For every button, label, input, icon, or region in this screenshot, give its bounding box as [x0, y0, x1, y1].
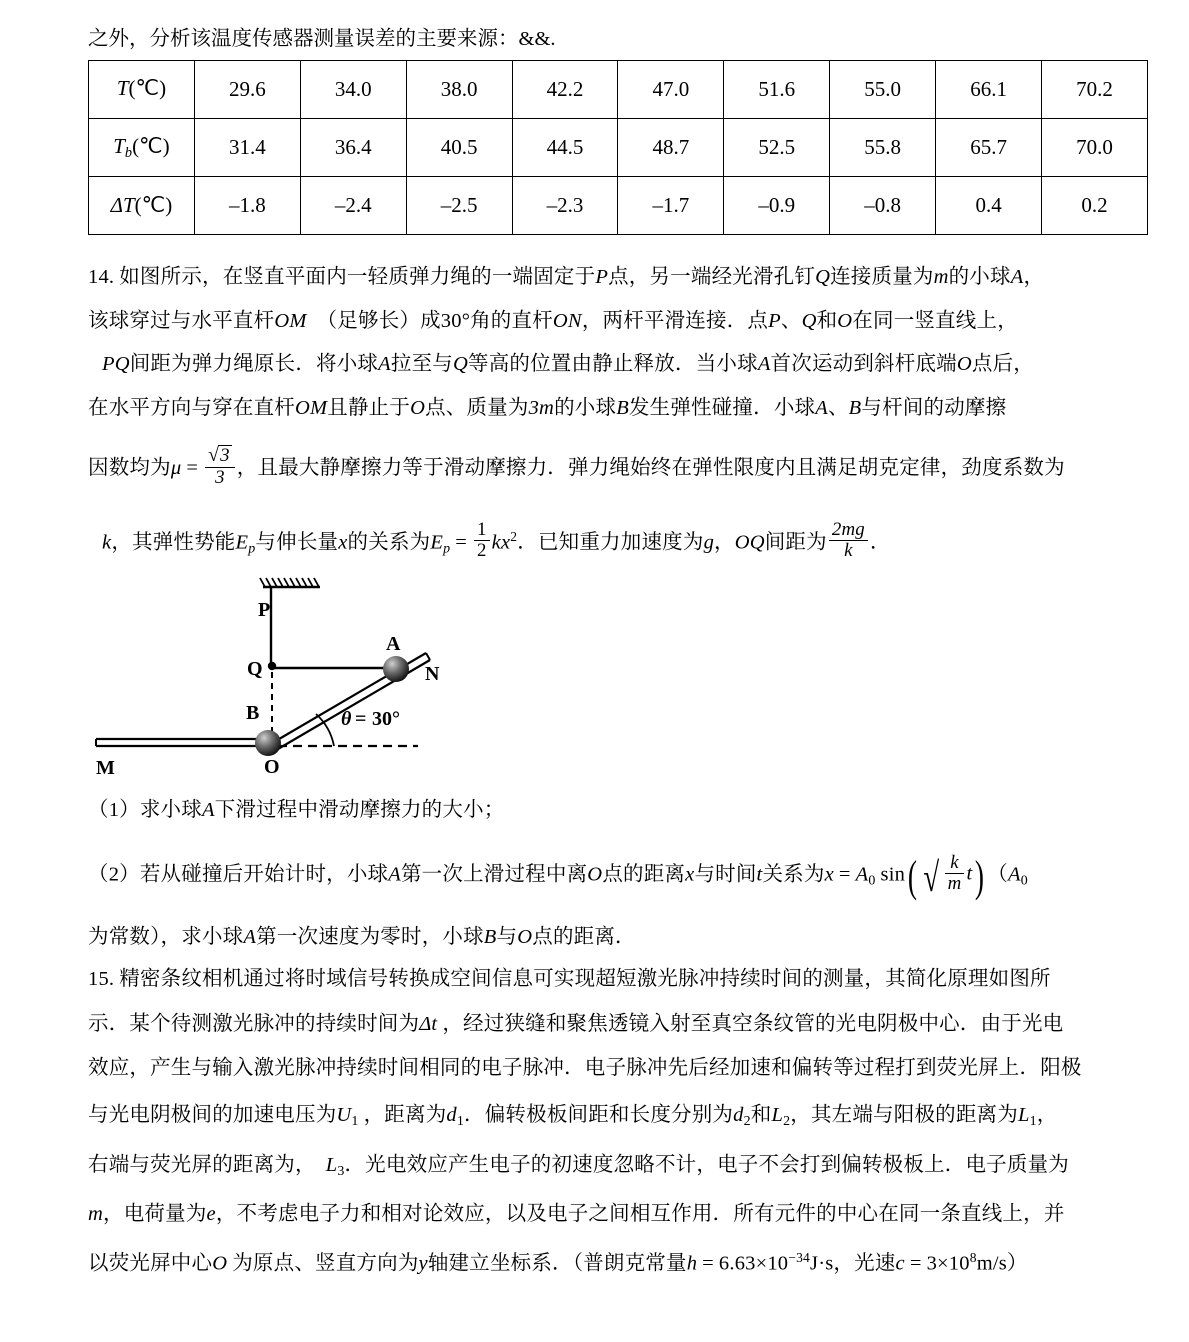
- table-cell: 36.4: [300, 119, 406, 177]
- fraction-numerator: k: [950, 852, 959, 873]
- q14-line-5: 因数均为μ = $\frac{√3}{3}$ ，且最大静摩擦力等于滑动摩擦力．弹力绳始终在弹性限度内且满足胡克定律，劲度系数为: [88, 444, 1065, 488]
- fraction-denominator: 3: [205, 467, 235, 488]
- label-theta: θ: [341, 708, 352, 731]
- label-P: P: [258, 599, 271, 622]
- table-cell: 0.4: [936, 177, 1042, 235]
- fraction-denominator: m: [945, 873, 965, 894]
- fraction-sqrt3-over-3: [205, 445, 235, 488]
- table-cell: –2.5: [406, 177, 512, 235]
- table-cell: 55.0: [830, 61, 936, 119]
- table-cell: 34.0: [300, 61, 406, 119]
- table-cell: –0.8: [830, 177, 936, 235]
- table-cell: –2.4: [300, 177, 406, 235]
- right-paren-glyph: ): [975, 852, 985, 902]
- label-Q: Q: [247, 658, 263, 681]
- table-cell: 47.0: [618, 61, 724, 119]
- table-cell: 70.2: [1042, 61, 1148, 119]
- table-row: [89, 177, 1148, 235]
- table-cell: 31.4: [194, 119, 300, 177]
- table-cell: 40.5: [406, 119, 512, 177]
- q15-line-7: 以荧光屏中心O 为原点、竖直方向为y轴建立坐标系．（普朗克常量$h = 6.63\times 10^{-34}J\cdot s$，光速$c = 3\times 10^8m/s$）: [88, 1249, 1028, 1275]
- physics-diagram: [88, 574, 568, 792]
- fraction-2mg-over-k: [829, 520, 868, 562]
- q14-line-4: 在水平方向与穿在直杆OM且静止于O点、质量为3m的小球B发生弹性碰撞．小球A、B与杆间的动摩擦: [88, 396, 1007, 419]
- ball-B: [255, 730, 281, 756]
- label-N: N: [425, 663, 440, 686]
- fraction-denominator: 2: [474, 540, 490, 561]
- ceiling-support-icon: [260, 578, 320, 587]
- label-B: B: [246, 702, 260, 725]
- q14-part-1: （1）求小球A下滑过程中滑动摩擦力的大小；: [88, 799, 505, 822]
- q15-line-3: 效应，产生与输入激光脉冲持续时间相同的电子脉冲．电子脉冲先后经加速和偏转等过程打到荧光屏上．阳极: [88, 1057, 1082, 1080]
- table-cell: 52.5: [724, 119, 830, 177]
- q15-line-1: 15. 精密条纹相机通过将时域信号转换成空间信息可实现超短激光脉冲持续时间的测量，其简化原理如图所: [88, 968, 1051, 991]
- q14-part-2: （2）若从碰撞后开始计时，小球A第一次上滑过程中离O点的距离x与时间t关系为x = A0 sin( √ $\frac{k}{m}$ t) （A0: [88, 852, 1028, 902]
- label-M: M: [96, 757, 115, 780]
- table-cell: 55.8: [830, 119, 936, 177]
- table-cell: –2.3: [512, 177, 618, 235]
- table-cell: 51.6: [724, 61, 830, 119]
- table-cell: 44.5: [512, 119, 618, 177]
- sqrt-radical-icon: √: [923, 853, 940, 900]
- table-cell: –1.7: [618, 177, 724, 235]
- table-cell: 70.0: [1042, 119, 1148, 177]
- q15-line-5: 右端与荧光屏的距离为， L3．光电效应产生电子的初速度忽略不计，电子不会打到偏转极板上．电子质量为: [88, 1153, 1069, 1179]
- row-header-T: T(℃): [89, 61, 195, 119]
- table-cell: 66.1: [936, 61, 1042, 119]
- table-cell: 65.7: [936, 119, 1042, 177]
- fraction-numerator: 2mg: [831, 518, 865, 540]
- q14-part-3: 为常数），求小球A第一次速度为零时，小球B与O点的距离．: [88, 925, 636, 948]
- table-cell: 48.7: [618, 119, 724, 177]
- sqrt-radical: √3: [208, 444, 230, 467]
- q14-line-3: PQ间距为弹力绳原长．将小球A拉至与Q等高的位置由静止释放．当小球A首次运动到斜杆底端O点后，: [102, 353, 1034, 375]
- temperature-data-table: [88, 60, 1148, 235]
- table-row: [89, 119, 1148, 177]
- label-theta-value: 30°: [372, 708, 400, 731]
- fraction-numerator: 1: [477, 518, 487, 540]
- table-cell: –0.9: [724, 177, 830, 235]
- row-header-Tb: $T_b(℃)$: [89, 119, 195, 177]
- figure-container: [88, 574, 1148, 792]
- intro-sentence: 之外，分析该温度传感器测量误差的主要来源：&&.: [88, 28, 556, 50]
- sqrt-k-over-m: √ $\frac{k}{m}$ t: [923, 852, 973, 900]
- table-cell: 29.6: [194, 61, 300, 119]
- fraction-denominator: k: [829, 540, 868, 561]
- q15-line-2: 示．某个待测激光脉冲的持续时间为Δt ，经过狭缝和聚焦透镜入射至真空条纹管的光电阴极中心．由于光电: [88, 1012, 1064, 1035]
- q15-line-4: 与光电阴极间的加速电压为U1 ，距离为d1．偏转极板间距和长度分别为d2和L2，其左端与阳极的距离为L1，: [88, 1103, 1058, 1129]
- ball-A: [383, 656, 409, 682]
- table-cell: –1.8: [194, 177, 300, 235]
- row-header-deltaT: ΔT(℃): [89, 177, 195, 235]
- label-theta-equals: =: [355, 708, 367, 731]
- table-cell: 0.2: [1042, 177, 1148, 235]
- table-cell: 38.0: [406, 61, 512, 119]
- q14-number: 14.: [88, 266, 115, 288]
- q14-line-1: 14. 如图所示，在竖直平面内一轻质弹力绳的一端固定于P点，另一端经光滑孔钉Q连接质量为m的小球A，: [88, 266, 1045, 288]
- q14-line-6: k，其弹性势能$E_p$与伸长量x的关系为$E_p$ = $\frac{1}{2}$ $kx^2$．已知重力加速度为g，OQ间距为 $\frac{2mg}{k}$ ．: [102, 518, 891, 562]
- fraction-one-half: [474, 520, 490, 562]
- q15-number: 15.: [88, 968, 115, 991]
- q15-line-6: m，电荷量为e，不考虑电子力和相对论效应，以及电子之间相互作用．所有元件的中心在同一条直线上，并: [88, 1203, 1065, 1226]
- page-content: [88, 0, 1148, 1274]
- table-cell: 42.2: [512, 61, 618, 119]
- label-O: O: [264, 756, 280, 779]
- horizontal-rod-MO: [96, 739, 276, 746]
- table-row: [89, 61, 1148, 119]
- left-paren-glyph: (: [907, 852, 918, 902]
- label-A: A: [386, 633, 401, 656]
- q14-line-2: 该球穿过与水平直杆OM （足够长）成30°角的直杆ON，两杆平滑连接．点P、Q和O在同一竖直线上，: [88, 309, 1018, 332]
- fraction-numerator: [205, 445, 235, 466]
